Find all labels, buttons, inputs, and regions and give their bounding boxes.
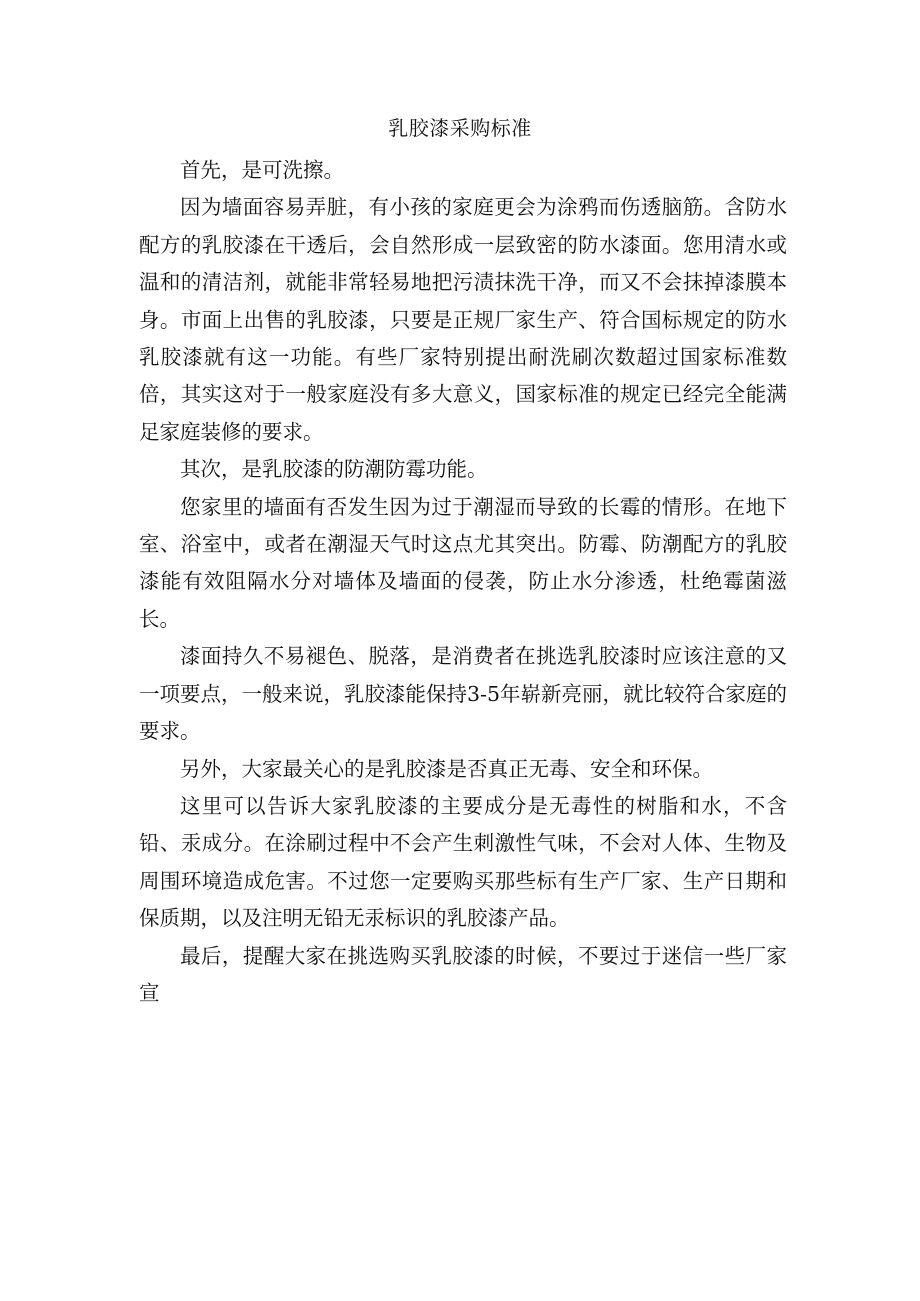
paragraph-durability: 漆面持久不易褪色、脱落，是消费者在挑选乳胶漆时应该注意的又一项要点，一般来说，乳胶漆能保持3-5年崭新亮丽，就比较符合家庭的要求。 [139, 644, 788, 744]
document-body [139, 152, 787, 1012]
document-title: 乳胶漆采购标准 [388, 116, 532, 140]
paragraph-washable-heading: 首先，是可洗擦。 [180, 158, 344, 182]
paragraph-safety-detail: 这里可以告诉大家乳胶漆的主要成分是无毒性的树脂和水，不含铅、汞成分。在涂刷过程中不会产生刺激性气味，不会对人体、生物及周围环境造成危害。不过您一定要购买那些标有生产厂家、生产日期和保质期，以及注明无铅无汞标识的乳胶漆产品。 [139, 793, 787, 931]
paragraph-safety-heading: 另外，大家最关心的是乳胶漆是否真正无毒、安全和环保。 [180, 756, 713, 781]
paragraph-mildew-heading: 其次，是乳胶漆的防潮防霉功能。 [180, 457, 488, 482]
paragraph-washable-detail: 因为墙面容易弄脏，有小孩的家庭更会为涂鸦而伤透脑筋。含防水配方的乳胶漆在干透后，会自然形成一层致密的防水漆面。您用清水或温和的清洁剂，就能非常轻易地把污渍抹洗干净，而又不会抹掉漆膜本身。市面上出售的乳胶漆，只要是正规厂家生产、符合国标规定的防水乳胶漆就有这一功能。有些厂家特别提出耐洗刷次数超过国家标准数倍，其实这对于一般家庭没有多大意义，国家标准的规定已经完全能满足家庭装修的要求。 [139, 195, 787, 444]
paragraph-mildew-detail: 您家里的墙面有否发生因为过于潮湿而导致的长霉的情形。在地下室、浴室中，或者在潮湿天气时这点尤其突出。防霉、防潮配方的乳胶漆能有效阻隔水分对墙体及墙面的侵袭，防止水分渗透，杜绝霉菌滋长。 [139, 494, 787, 631]
paragraph-final-advice: 最后，提醒大家在挑选购买乳胶漆的时候，不要过于迷信一些厂家宣 [139, 943, 787, 1005]
